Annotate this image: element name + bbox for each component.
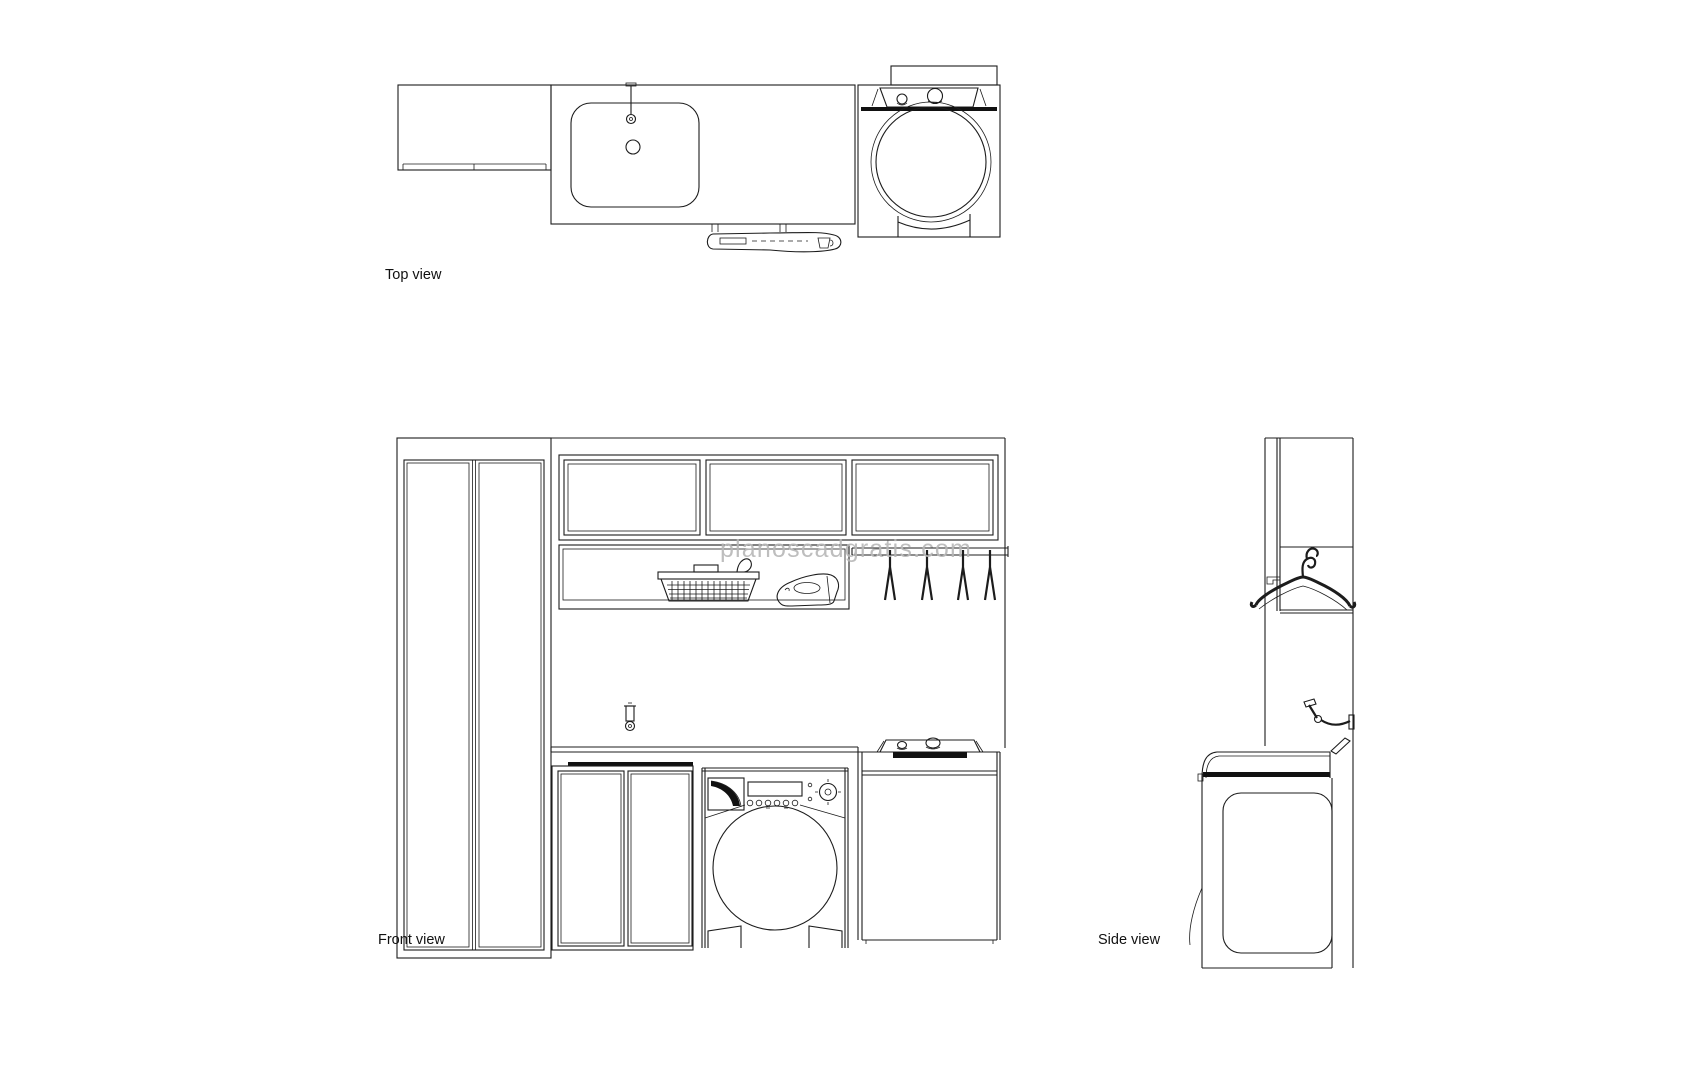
upper-door-1	[564, 460, 700, 535]
front-tall-cabinet	[397, 438, 551, 958]
front-upper-cabinets	[559, 455, 998, 540]
wall-tap-front	[624, 703, 636, 731]
side-view	[1190, 438, 1355, 968]
washer-drum-door	[713, 806, 837, 930]
washer-knob-large	[928, 89, 943, 104]
upper-door-3	[852, 460, 993, 535]
front-view-label: Front view	[378, 932, 445, 948]
wall-tap-side	[1304, 699, 1354, 729]
top-cabinet-plan	[398, 85, 551, 170]
top-ironing-board	[707, 224, 841, 252]
basket-handle	[694, 565, 718, 572]
side-panel-and-cabinet	[1265, 438, 1353, 968]
front-countertop	[551, 747, 858, 766]
upper-door-2	[706, 460, 846, 535]
base-door-1	[558, 771, 624, 946]
base-door-2	[628, 771, 692, 946]
top-view-label: Top view	[385, 267, 442, 283]
laundry-basket	[658, 559, 759, 601]
side-counter-bracket	[1331, 738, 1350, 754]
washer-program-knob	[808, 779, 841, 805]
clothes-iron	[777, 574, 838, 606]
front-view	[397, 438, 1008, 958]
washer-side-profile	[1190, 752, 1332, 968]
top-load-washer-front	[858, 738, 1000, 944]
washer-control-panel-front	[708, 778, 841, 810]
washer-kick-plates	[708, 926, 842, 948]
washer-side-panel	[1223, 793, 1332, 953]
shelf-bracket	[1267, 577, 1280, 584]
watermark: planoscadgratis.com	[719, 535, 973, 563]
washer-drain-hose	[1190, 888, 1202, 945]
top-countertop	[551, 83, 855, 224]
washer-display	[748, 782, 802, 796]
washer-lid	[876, 107, 986, 217]
side-view-label: Side view	[1098, 932, 1161, 948]
washer-buttons	[747, 800, 798, 808]
front-base-cabinet	[552, 766, 693, 950]
top-load-control-panel	[880, 740, 980, 752]
top-view	[398, 66, 1000, 252]
front-load-washer	[702, 768, 848, 948]
washer-knob-small	[897, 94, 907, 104]
hanger-4	[985, 550, 995, 600]
sink-drain	[626, 140, 640, 154]
top-washer-plan	[858, 66, 1000, 237]
washer-back-panel	[891, 66, 997, 85]
